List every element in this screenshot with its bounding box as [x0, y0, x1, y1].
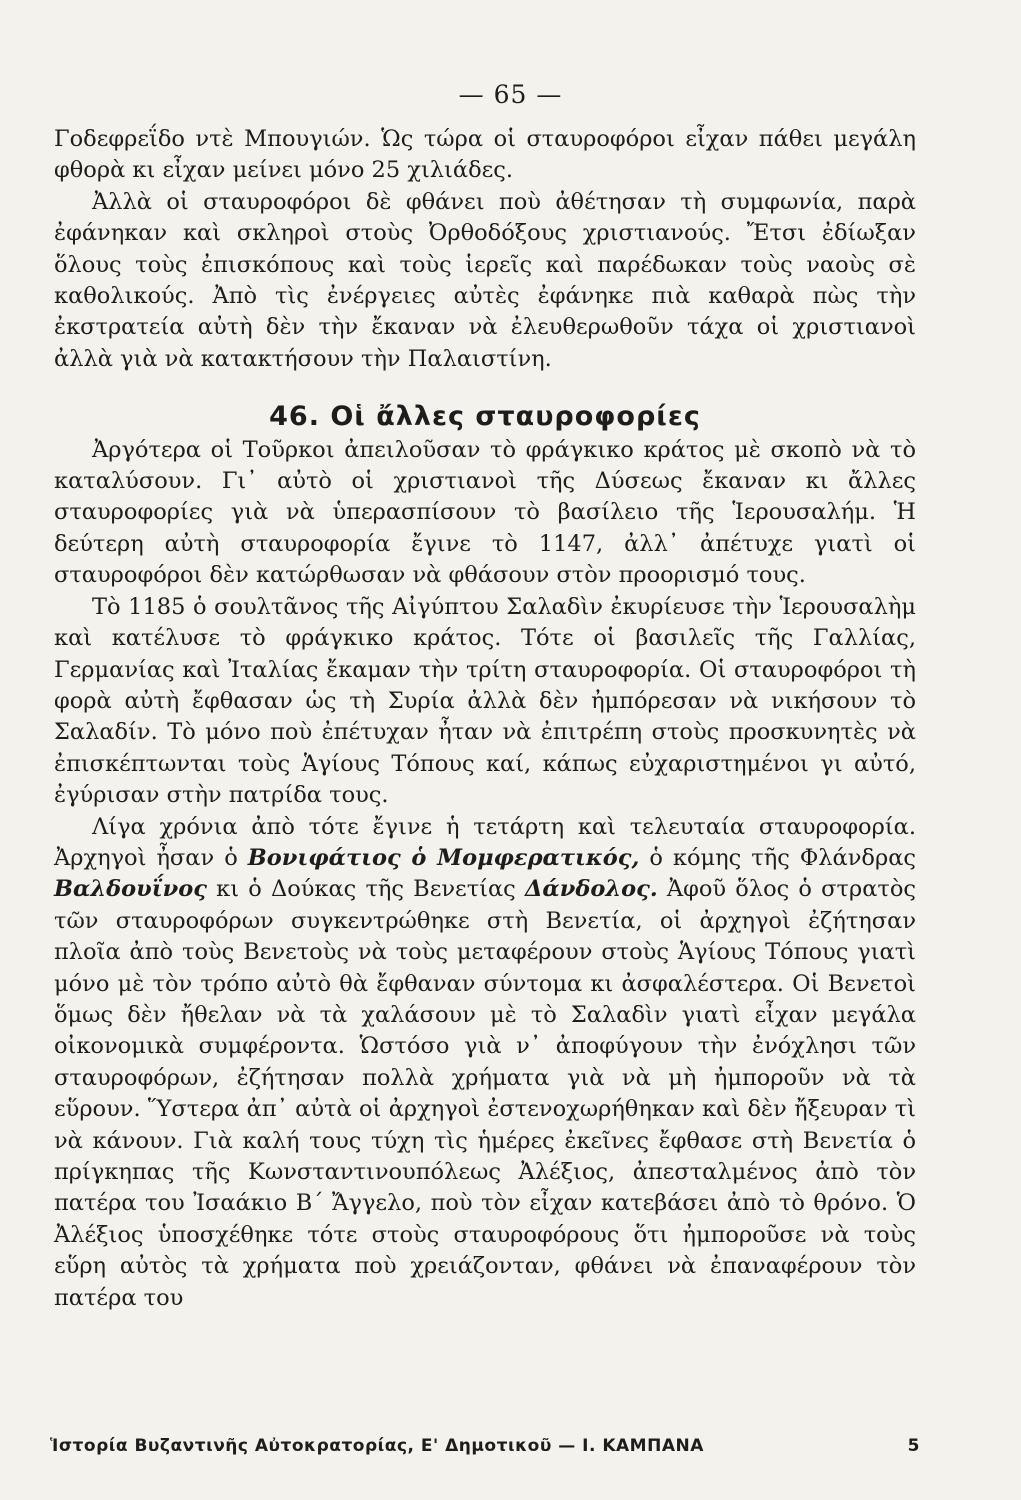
page-number: — 65 — [458, 80, 563, 109]
paragraph-2: Ἀλλὰ οἱ σταυροφόροι δὲ φθάνει ποὺ ἀθέτησαν τὴ συμφωνία, παρὰ ἐφάνηκαν καὶ σκληροὶ στοὺς Ὀρθοδόξους χριστιανούς. Ἔτσι ἐδίωξαν ὅλους τοὺς ἐπισκόπους καὶ τοὺς ἱερεῖς καὶ παρέδωκαν τοὺς ναοὺς σὲ καθολικούς. Ἀπὸ τὶς ἐνέργειες αὐτὲς ἐφάνηκε πιὰ καθαρὰ πὼς τὴν ἐκστρατεία αὐτὴ δὲν τὴν ἔκαναν νὰ ἐλευθερωθοῦν τάχα οἱ χριστιανοὶ ἀλλὰ γιὰ νὰ κατακτήσουν τὴν Παλαιστίνη. [54, 188, 916, 372]
section-heading: 46. Οἱ ἄλλες σταυροφορίες [269, 401, 701, 433]
paragraph-5 [54, 812, 916, 1315]
paragraph-1: Γοδεφρεΐδο ντὲ Μπουγιών. Ὡς τώρα οἱ σταυροφόροι εἶχαν πάθει μεγάλη φθορὰ κι εἶχαν μείνει μόνο 25 χιλιάδες. [54, 126, 916, 184]
paragraph-5-text-4: Ἀφοῦ ὅλος ὁ στρατὸς τῶν σταυροφόρων συγκεντρώθηκε στὴ Βενετία, οἱ ἀρχηγοὶ ἐζήτησαν πλοῖα ἀπὸ τοὺς Βενετοὺς νὰ τοὺς μεταφέρουν στοὺς Ἁγίους Τόπους γιατὶ μόνο μὲ τὸν τρόπο αὐτὸ θὰ ἔφθαναν σύντομα κι ἀσφαλέστερα. Οἱ Βενετοὶ ὅμως δὲν ἤθελαν νὰ τὰ χαλάσουν μὲ τὸ Σαλαδὶν γιατὶ εἶχαν μεγάλα οἰκονομικὰ συμφέροντα. Ὡστόσο γιὰ ν᾽ ἀποφύγουν τὴν ἐνόχλησι τῶν σταυροφόρων, ἐζήτησαν πολλὰ χρήματα γιὰ νὰ μὴ ἠμποροῦν νὰ τὰ εὕρουν. Ὕστερα ἀπ᾽ αὐτὰ οἱ ἀρχηγοὶ ἐστενοχωρήθηκαν καὶ δὲν ἤξευραν τὶ νὰ κάνουν. Γιὰ καλή τους τύχη τὶς ἡμέρες ἐκεῖνες ἔφθασε στὴ Βενετία ὁ πρίγκηπας τῆς Κωνσταντινουπόλεως Ἀλέξιος, ἀπεσταλμένος ἀπὸ τὸν πατέρα του Ἰσαάκιο Β´ Ἄγγελο, ποὺ τὸν εἶχαν κατεβάσει ἀπὸ τὸ θρόνο. Ὁ Ἀλέξιος ὑποσχέθηκε τότε στοὺς σταυροφόρους ὅτι ἠμποροῦσε νὰ τοὺς εὕρη αὐτὸς τὰ χρήματα ποὺ χρειάζονταν, φθάνει νὰ ἐπαναφέρουν τὸν πατέρα του [54, 876, 916, 1311]
name-dandolos: Δάνδολος. [524, 876, 658, 903]
name-bonifatios: Βονιφάτιος ὁ Μομφερατικός, [247, 844, 640, 871]
paragraph-4: Τὸ 1185 ὁ σουλτᾶνος τῆς Αἰγύπτου Σαλαδὶν ἐκυρίευσε τὴν Ἱερουσαλὴμ καὶ κατέλυσε τὸ φράγκικο κράτος. Τότε οἱ βασιλεῖς τῆς Γαλλίας, Γερμανίας καὶ Ἰταλίας ἔκαμαν τὴν τρίτη σταυροφορία. Οἱ σταυροφόροι τὴ φορὰ αὐτὴ ἔφθασαν ὡς τὴ Συρία ἀλλὰ δὲν ἠμπόρεσαν νὰ νικήσουν τὸ Σαλαδίν. Τὸ μόνο ποὺ ἐπέτυχαν ἦταν νὰ ἐπιτρέπη στοὺς προσκυνητὲς νὰ ἐπισκέπτωνται τοὺς Ἁγίους Τόπους καί, κάπως εὐχαριστημένοι γι αὐτό, ἐγύρισαν στὴν πατρίδα τους. [54, 593, 916, 809]
footer-sheet-number: 5 [907, 1436, 920, 1456]
paragraph-3: Ἀργότερα οἱ Τοῦρκοι ἀπειλοῦσαν τὸ φράγκικο κράτος μὲ σκοπὸ νὰ τὸ καταλύσουν. Γι᾽ αὐτὸ οἱ χριστιανοὶ τῆς Δύσεως ἔκαναν κι ἄλλες σταυροφορίες γιὰ νὰ ὑπερασπίσουν τὸ βασίλειο τῆς Ἱερουσαλήμ. Ἡ δεύτερη αὐτὴ σταυροφορία ἔγινε τὸ 1147, ἀλλ᾽ ἀπέτυχε γιατὶ οἱ σταυροφόροι δὲν κατώρθωσαν νὰ φθάσουν στὸν προορισμό τους. [54, 436, 916, 589]
page-footer [50, 1436, 920, 1456]
paragraph-5-text-2: ὁ κόμης τῆς Φλάνδρας [639, 844, 916, 871]
body-text [54, 124, 916, 1314]
footer-book-title: Ἱστορία Βυζαντινῆς Αὐτοκρατορίας, Ε' Δημοτικοῦ — Ι. ΚΑΜΠΑΝΑ [50, 1436, 704, 1456]
paragraph-5-text-3: κι ὁ Δούκας τῆς Βενετίας [206, 876, 525, 903]
paragraph-5-text-1: Λίγα χρόνια ἀπὸ τότε ἔγινε ἡ τετάρτη καὶ τελευταία σταυροφορία. Ἀρχηγοὶ ἦσαν ὁ [54, 813, 916, 871]
name-baldouinos: Βαλδουΐνος [54, 876, 207, 903]
